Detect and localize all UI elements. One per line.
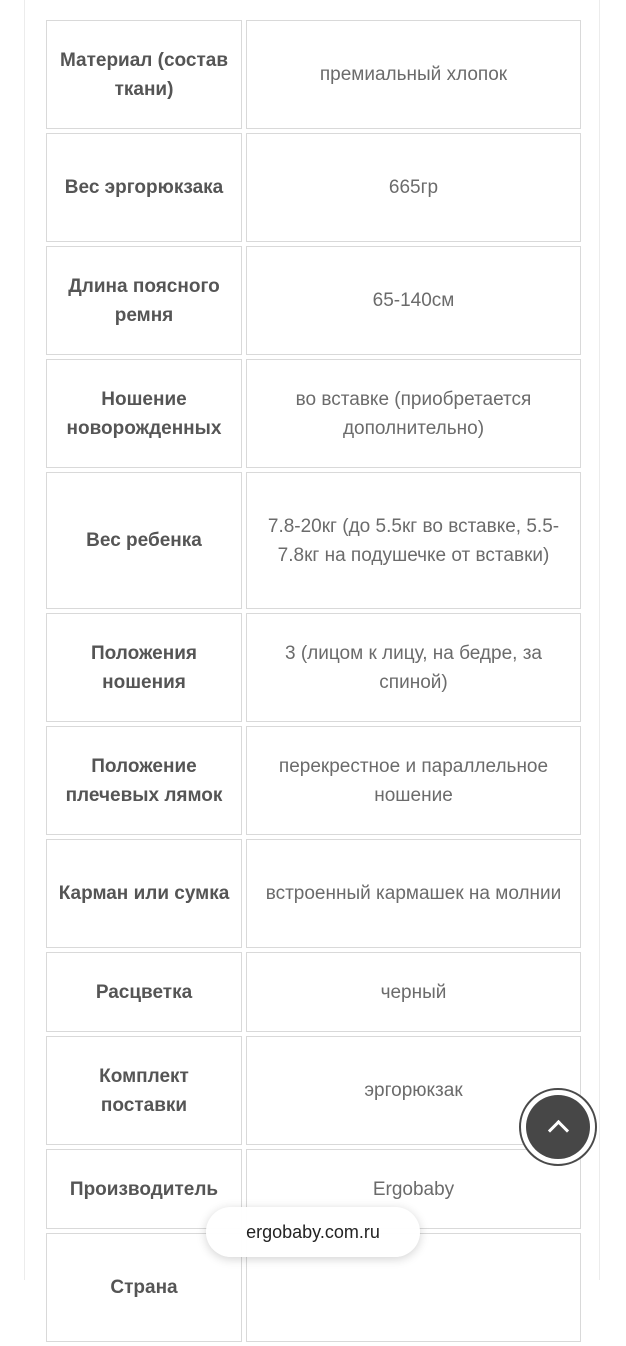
spec-key: Комплект поставки — [46, 1036, 242, 1145]
spec-table — [42, 16, 585, 1346]
spec-key: Вес ребенка — [46, 472, 242, 609]
address-bar[interactable] — [206, 1207, 420, 1257]
table-row — [46, 1036, 581, 1145]
spec-value: 7.8-20кг (до 5.5кг во вставке, 5.5-7.8кг на подушечке от вставки) — [246, 472, 581, 609]
spec-value: 665гр — [246, 133, 581, 242]
chevron-up-icon — [547, 1119, 568, 1140]
table-row — [46, 952, 581, 1032]
spec-value: эргорюкзак — [246, 1036, 581, 1145]
scroll-to-top-button[interactable] — [519, 1088, 597, 1166]
spec-value: 65-140см — [246, 246, 581, 355]
spec-key: Производитель — [46, 1149, 242, 1229]
table-row — [46, 133, 581, 242]
spec-value: встроенный кармашек на молнии — [246, 839, 581, 948]
spec-key: Страна — [46, 1233, 242, 1342]
table-row — [46, 472, 581, 609]
table-row — [46, 726, 581, 835]
table-row — [46, 246, 581, 355]
spec-key: Вес эргорюкзака — [46, 133, 242, 242]
spec-value: перекрестное и параллельное ношение — [246, 726, 581, 835]
spec-value: во вставке (приобретается дополнительно) — [246, 359, 581, 468]
spec-key: Положения ношения — [46, 613, 242, 722]
table-row — [46, 359, 581, 468]
spec-value: черный — [246, 952, 581, 1032]
spec-key: Длина поясного ремня — [46, 246, 242, 355]
spec-key: Карман или сумка — [46, 839, 242, 948]
url-text: ergobaby.com.ru — [246, 1221, 380, 1242]
spec-key: Ношение новорожденных — [46, 359, 242, 468]
table-row — [46, 613, 581, 722]
spec-value: Ergobaby — [246, 1149, 581, 1229]
spec-value: 3 (лицом к лицу, на бедре, за спиной) — [246, 613, 581, 722]
spec-key: Положение плечевых лямок — [46, 726, 242, 835]
table-row — [46, 839, 581, 948]
scroll-to-top-circle — [526, 1095, 590, 1159]
spec-key: Материал (состав ткани) — [46, 20, 242, 129]
spec-key: Расцветка — [46, 952, 242, 1032]
spec-value: премиальный хлопок — [246, 20, 581, 129]
table-row — [46, 20, 581, 129]
